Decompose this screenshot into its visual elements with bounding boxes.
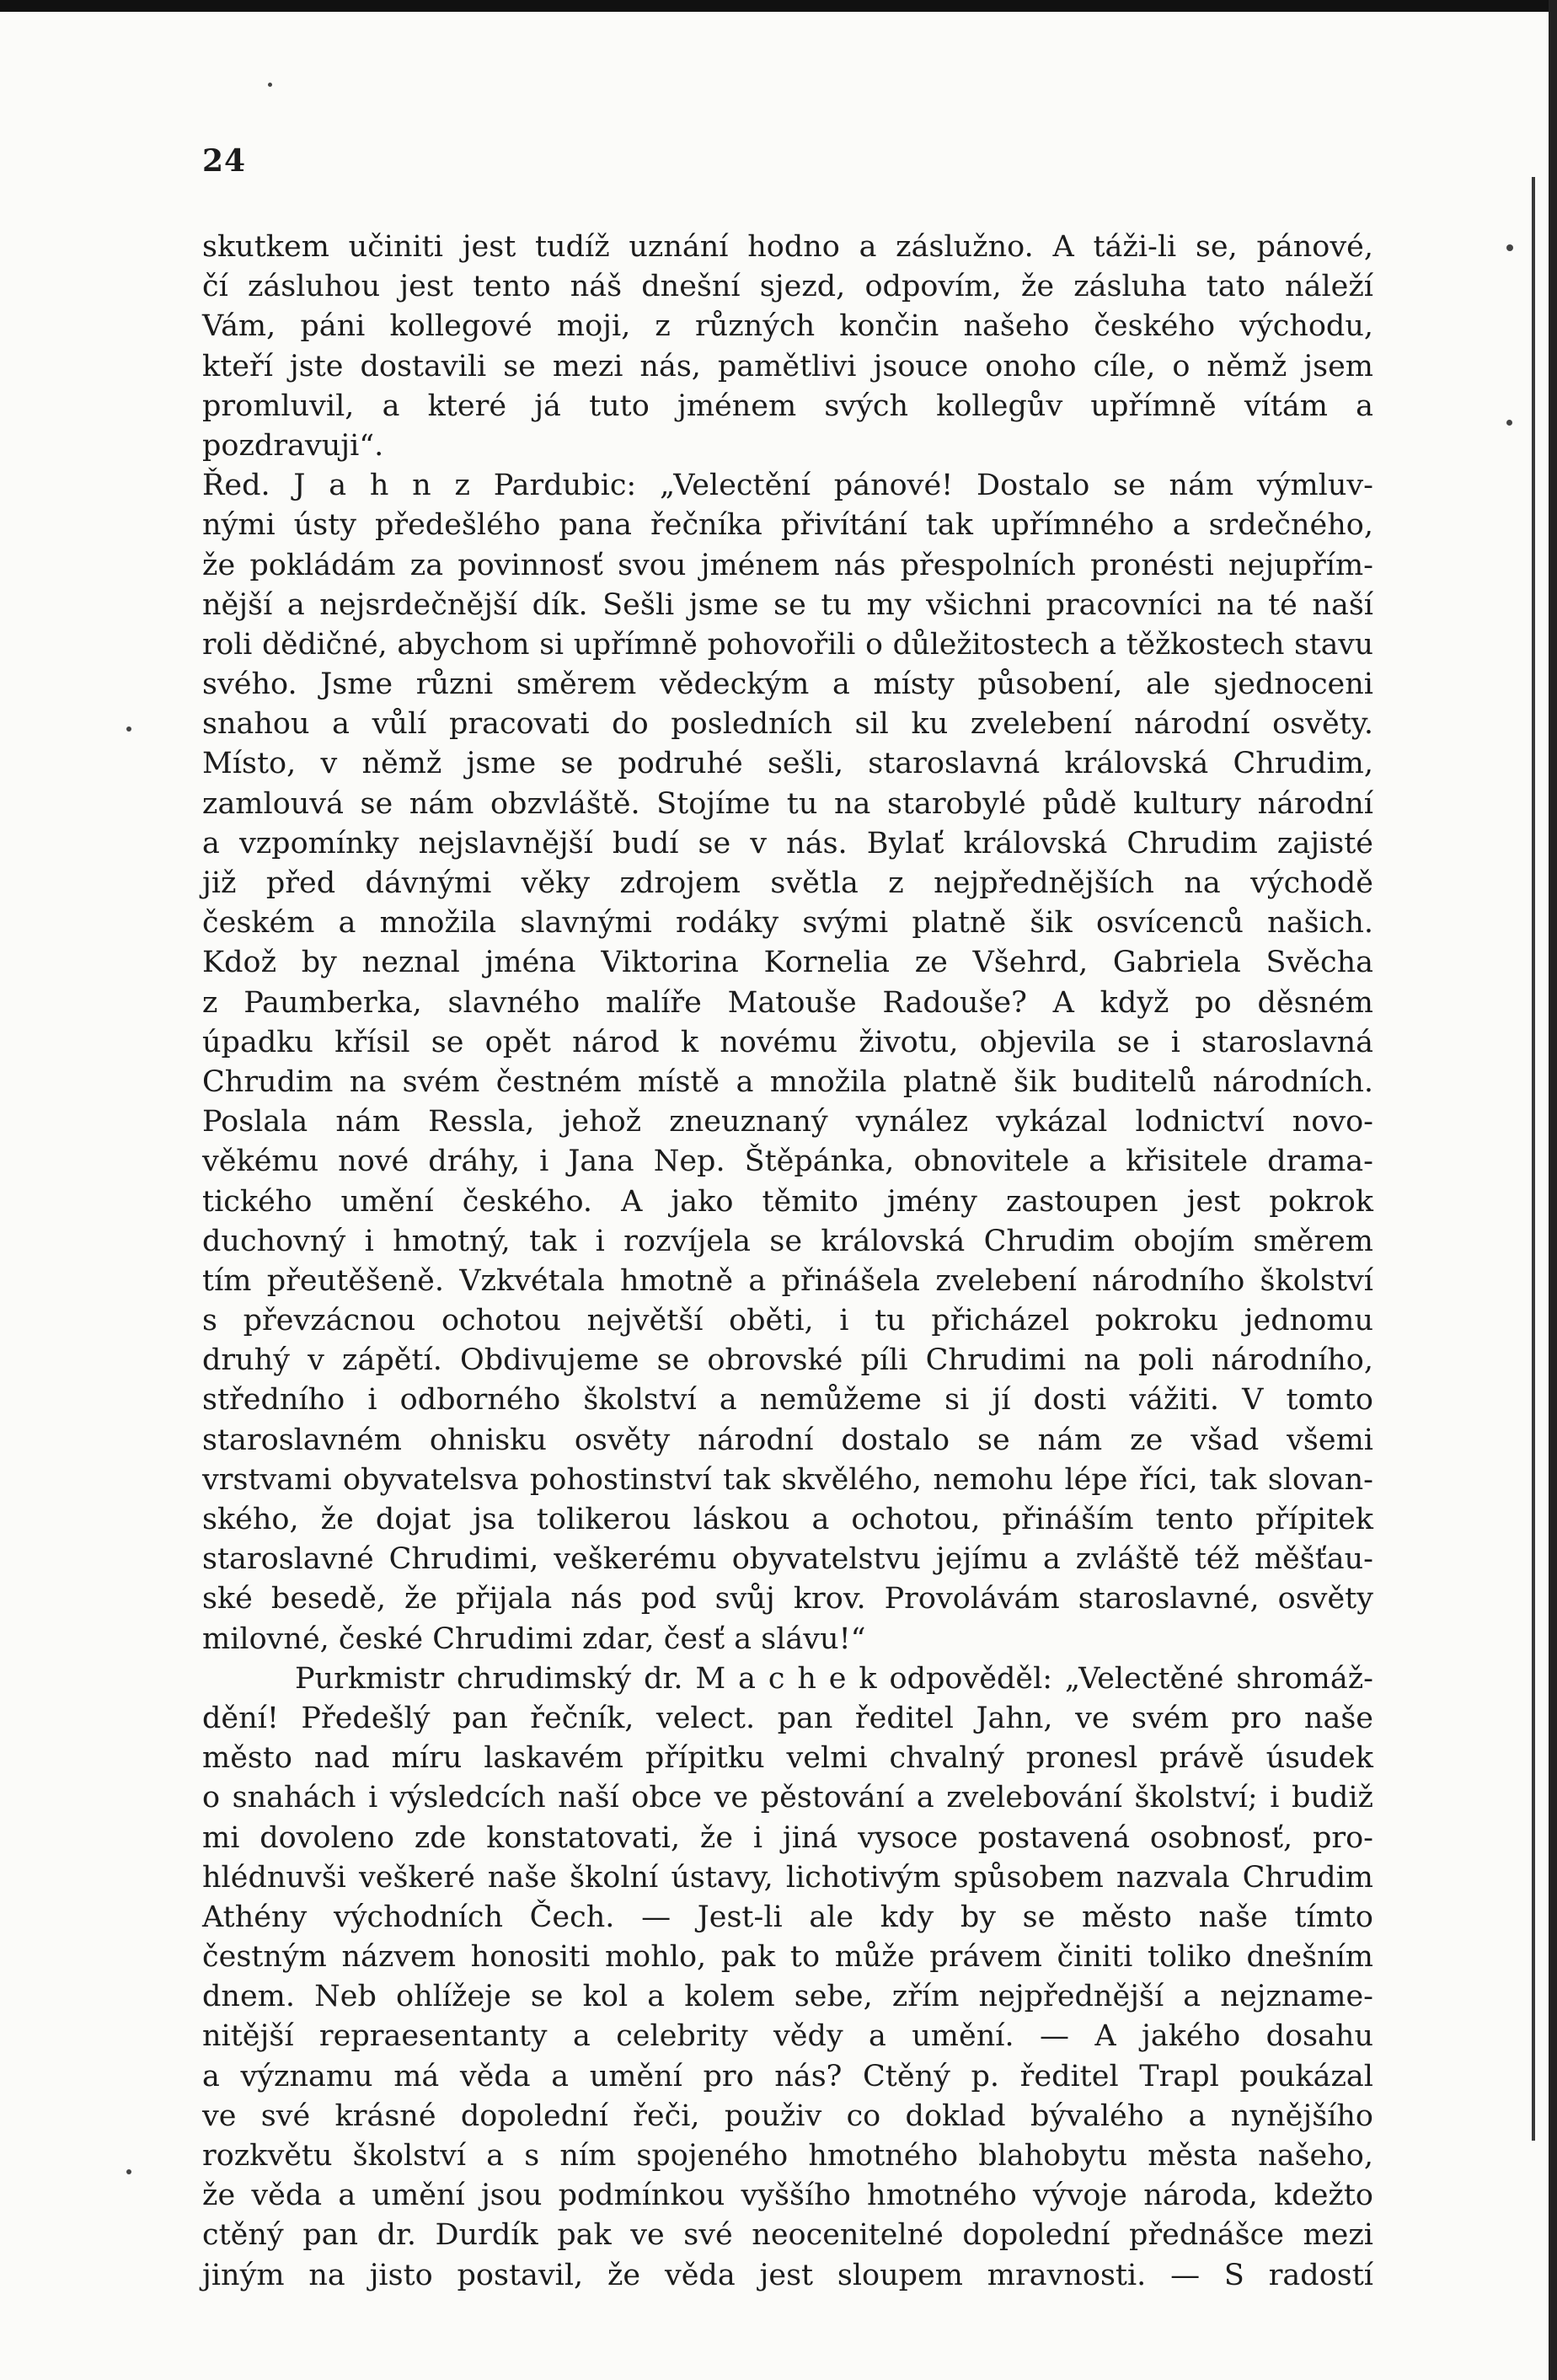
text-line: ské besedě, že přijala nás pod svůj krov. Provolávám staroslavné, osvěty	[202, 1582, 1373, 1616]
text-line: roli dědičné, abychom si upřímně pohovořili o důležitostech a těžkostech stavu	[202, 627, 1373, 662]
text-line: město nad míru laskavém přípitku velmi chvalný pronesl právě úsudek	[202, 1741, 1373, 1776]
text-line: tického umění českého. A jako těmito jmény zastoupen jest pokrok	[202, 1184, 1373, 1219]
scan-speck	[1506, 244, 1513, 251]
text-line: Vám, páni kollegové moji, z různých končin našeho českého východu,	[202, 309, 1373, 344]
text-line: nitější repraesentanty a celebrity vědy a umění. — A jakého dosahu	[202, 2019, 1373, 2054]
text-line: ského, že dojat jsa tolikerou láskou a ochotou, přináším tento přípitek	[202, 1503, 1373, 1536]
text-line: snahou a vůlí pracovati do posledních sil ku zvelebení národní osvěty.	[202, 707, 1373, 742]
text-line: Místo, v němž jsme se podruhé sešli, staroslavná královská Chrudim,	[202, 747, 1373, 781]
text-line: úpadku křísil se opět národ k novému životu, objevila se i staroslavná	[202, 1025, 1373, 1059]
text-line: tím přeutěšeně. Vzkvétala hmotně a přinášela zvelebení národního školství	[202, 1263, 1373, 1298]
text-line: duchovný i hmotný, tak i rozvíjela se královská Chrudim obojím směrem	[202, 1224, 1373, 1258]
text-line: hlédnuvši veškeré naše školní ústavy, lichotivým spůsobem nazvala Chrudim	[202, 1860, 1373, 1895]
text-line: středního i odborného školství a nemůžeme si jí dosti vážiti. V tomto	[202, 1383, 1373, 1418]
text-line: a vzpomínky nejslavnější budí se v nás. Bylať královská Chrudim zajisté	[202, 826, 1373, 860]
text-line: nými ústy předešlého pana řečníka přivítání tak upřímného a srdečného,	[202, 508, 1373, 543]
text-line: staroslavném ohnisku osvěty národní dostalo se nám ze všad všemi	[202, 1423, 1373, 1457]
scan-speck	[1506, 420, 1512, 426]
scan-right-edge	[1549, 0, 1557, 2380]
text-line: pozdravuji“.	[202, 428, 384, 463]
text-line: o snahách i výsledcích naší obce ve pěstování a zvelebování školství; i budiž	[202, 1781, 1373, 1815]
text-line: skutkem učiniti jest tudíž uznání hodno a záslužno. A táži-li se, pánové,	[202, 230, 1373, 264]
text-line: již před dávnými věky zdrojem světla z nejpřednějších na východě	[202, 866, 1373, 900]
text-line: svého. Jsme různi směrem vědeckým a místy působení, ale sjednoceni	[202, 667, 1373, 702]
text-line: dnem. Neb ohlížeje se kol a kolem sebe, zřím nejpřednější a nejzname-	[202, 1980, 1373, 2014]
text-line: staroslavné Chrudimi, veškerému obyvatelstvu jejímu a zvláště též měšťau-	[202, 1542, 1373, 1577]
text-line: Chrudim na svém čestném místě a množila platně šik buditelů národních.	[202, 1064, 1373, 1099]
text-line: ve své krásné dopolední řeči, použiv co doklad bývalého a nynějšího	[202, 2099, 1373, 2133]
scan-top-edge	[0, 0, 1557, 12]
text-line: Řed. J a h n z Pardubic: „Velectění pánové! Dostalo se nám výmluv-	[202, 469, 1373, 503]
text-line: druhý v zápětí. Obdivujeme se obrovské píli Chrudimi na poli národního,	[202, 1343, 1373, 1378]
text-line: vrstvami obyvatelsva pohostinství tak skvělého, nemohu lépe říci, tak slovan-	[202, 1462, 1373, 1497]
text-line: rozkvětu školství a s ním spojeného hmotného blahobytu města našeho,	[202, 2139, 1373, 2173]
text-line: a významu má věda a umění pro nás? Ctěný p. ředitel Trapl poukázal	[202, 2059, 1373, 2093]
text-line: že věda a umění jsou podmínkou vyššího hmotného vývoje národa, kdežto	[202, 2179, 1373, 2213]
text-line: Poslala nám Ressla, jehož zneuznaný vynález vykázal lodnictví novo-	[202, 1105, 1373, 1139]
page-binding-line	[1532, 177, 1535, 2141]
text-line: věkému nové dráhy, i Jana Nep. Štěpánka, obnovitele a křisitele drama-	[202, 1144, 1373, 1179]
text-line: zamlouvá se nám obzvláště. Stojíme tu na starobylé půdě kultury národní	[202, 786, 1373, 821]
scan-speck	[126, 726, 131, 732]
text-line: kteří jste dostavili se mezi nás, pamětlivi jsouce onoho cíle, o němž jsem	[202, 349, 1373, 383]
text-line: Athény východních Čech. — Jest-li ale kdy by se město naše tímto	[202, 1900, 1373, 1934]
scan-speck	[268, 83, 272, 87]
body-text	[202, 228, 1373, 2296]
page-number: 24	[202, 143, 247, 179]
text-line: nější a nejsrdečnější dík. Sešli jsme se tu my všichni pracovníci na té naší	[202, 587, 1373, 622]
text-line: Purkmistr chrudimský dr. M a c h e k odpověděl: „Velectěné shromáž-	[295, 1661, 1373, 1696]
text-line: Kdož by neznal jména Viktorina Kornelia ze Všehrd, Gabriela Svěcha	[202, 946, 1373, 980]
text-line: promluvil, a které já tuto jménem svých kollegův upřímně vítám a	[202, 389, 1373, 423]
text-line: ctěný pan dr. Durdík pak ve své neocenitelné dopolední přednášce mezi	[202, 2218, 1373, 2253]
text-line: s převzácnou ochotou největší oběti, i tu přicházel pokroku jednomu	[202, 1304, 1373, 1338]
text-line: dění! Předešlý pan řečník, velect. pan ředitel Jahn, ve svém pro naše	[202, 1701, 1373, 1735]
text-line: z Paumberka, slavného malíře Matouše Radouše? A když po děsném	[202, 985, 1373, 1020]
text-line: že pokládám za povinnosť svou jménem nás přespolních pronésti nejupřím-	[202, 548, 1373, 582]
text-line: jiným na jisto postavil, že věda jest sloupem mravnosti. — S radostí	[202, 2258, 1373, 2292]
text-line: čí zásluhou jest tento náš dnešní sjezd, odpovím, že zásluha tato náleží	[202, 270, 1373, 304]
text-line: mi dovoleno zde konstatovati, že i jiná vysoce postavená osobnosť, pro-	[202, 1820, 1373, 1855]
text-line: čestným názvem honositi mohlo, pak to může právem činiti toliko dnešním	[202, 1940, 1373, 1975]
text-line: milovné, české Chrudimi zdar, česť a slávu!“	[202, 1622, 866, 1656]
text-line: českém a množila slavnými rodáky svými platně šik osvícenců našich.	[202, 906, 1373, 941]
scan-speck	[126, 2169, 131, 2174]
